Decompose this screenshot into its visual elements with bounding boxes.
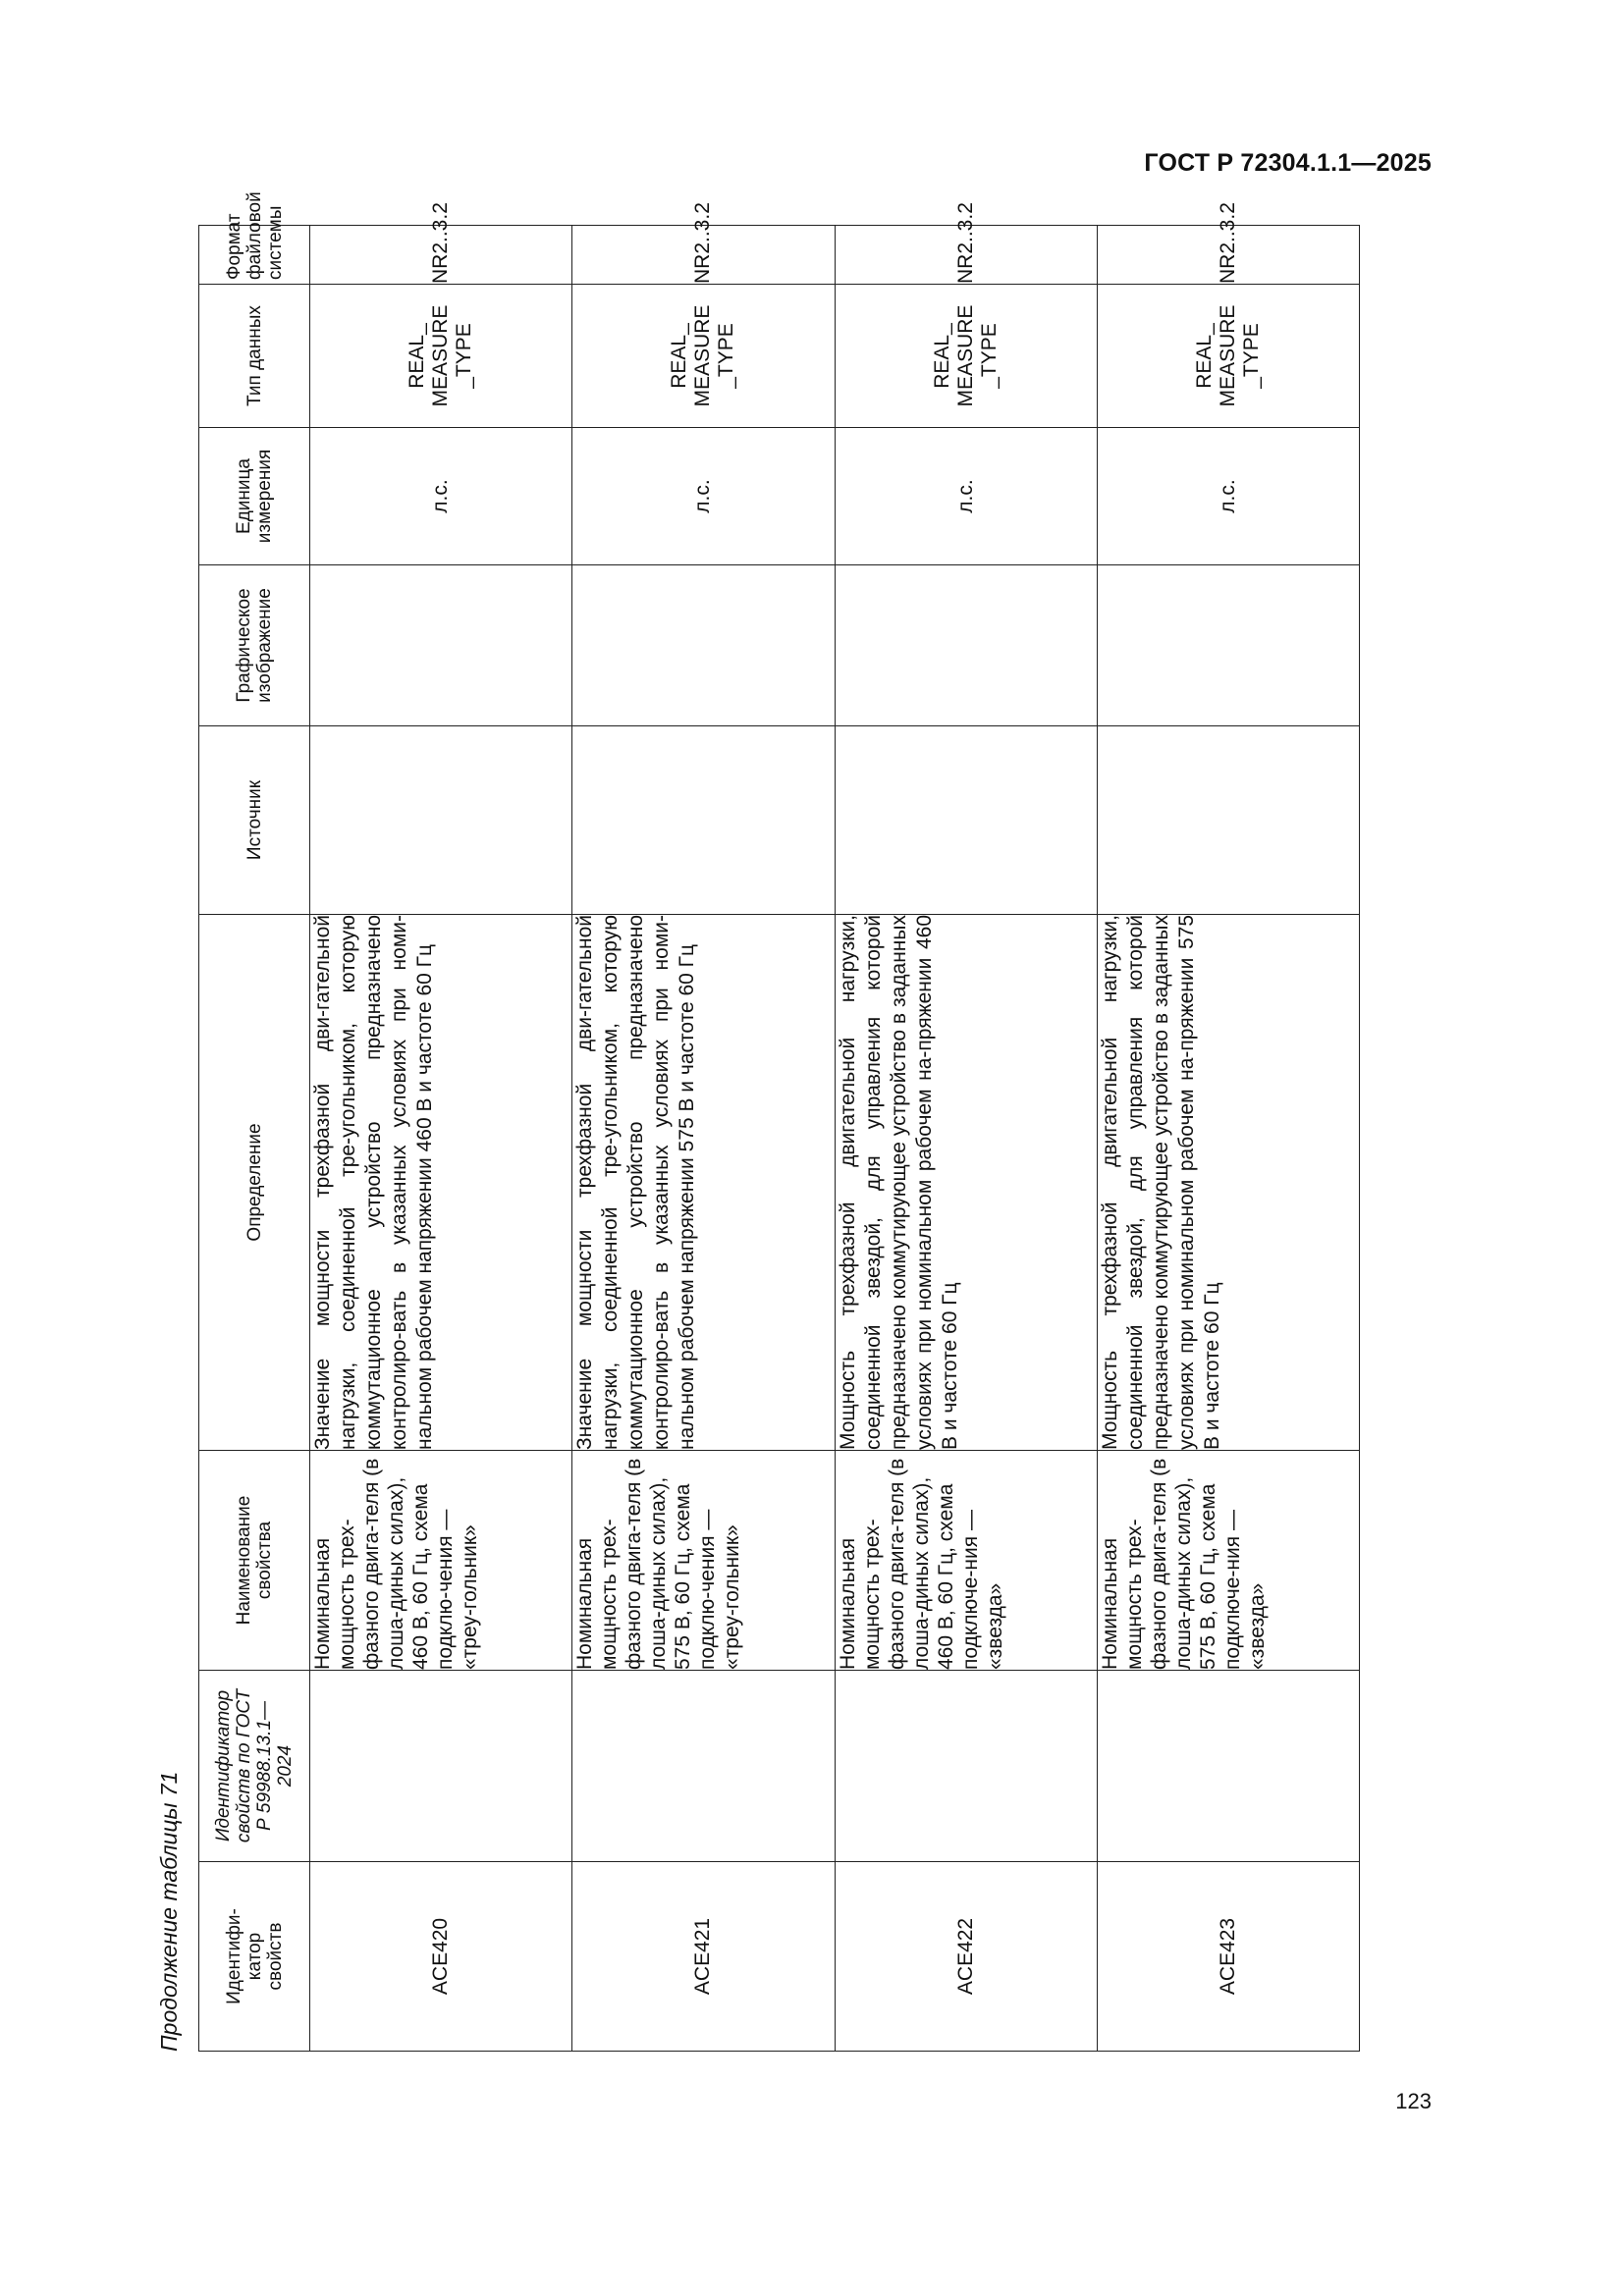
cell-format: NR2..3.2 (835, 226, 1097, 285)
cell-property-id: ACE420 (310, 1862, 572, 2052)
rotated-content (152, 191, 1360, 2052)
header-property-name: Наименование свойства (199, 1451, 310, 1671)
table-row (310, 226, 572, 2052)
cell-data-type: REAL_ MEASURE _TYPE (572, 285, 835, 428)
cell-format: NR2..3.2 (1097, 226, 1359, 285)
cell-unit: л.с. (310, 428, 572, 565)
cell-definition: Мощность трехфазной двигательной нагрузки, соединенной звездой, для управления которой предназначено коммутирующее устройство в заданных условиях при номинальном рабочем на-пряжении 460 В и частоте 60 Гц (835, 915, 1097, 1451)
cell-property-name: Номинальная мощность трех-фазного двига-теля (в лоша-диных силах), 575 В, 60 Гц, схема подклю-чения — «треу-гольник» (572, 1451, 835, 1671)
header-data-type: Тип данных (199, 285, 310, 428)
table-row (835, 226, 1097, 2052)
cell-property-id: ACE423 (1097, 1862, 1359, 2052)
cell-gost-id (572, 1671, 835, 1862)
cell-graphic (835, 565, 1097, 726)
cell-source (572, 726, 835, 915)
header-gost-id: Идентификатор свойств по ГОСТ Р 59988.13.1— 2024 (199, 1671, 310, 1862)
cell-graphic (572, 565, 835, 726)
cell-property-name: Номинальная мощность трех-фазного двига-теля (в лоша-диных силах), 460 В, 60 Гц, схема подключе-ния — «звезда» (835, 1451, 1097, 1671)
cell-property-id: ACE422 (835, 1862, 1097, 2052)
cell-source (1097, 726, 1359, 915)
cell-property-name: Номинальная мощность трех-фазного двига-теля (в лоша-диных силах), 460 В, 60 Гц, схема подклю-чения — «треу-гольник» (310, 1451, 572, 1671)
cell-gost-id (1097, 1671, 1359, 1862)
rotated-table-area (152, 191, 1360, 2052)
table-header-row (199, 226, 310, 2052)
header-definition: Определение (199, 915, 310, 1451)
cell-property-name: Номинальная мощность трех-фазного двига-теля (в лоша-диных силах), 575 В, 60 Гц, схема подключе-ния — «звезда» (1097, 1451, 1359, 1671)
cell-unit: л.с. (572, 428, 835, 565)
header-source: Источник (199, 726, 310, 915)
cell-data-type: REAL_ MEASURE _TYPE (1097, 285, 1359, 428)
properties-table (198, 191, 1360, 2052)
header-unit: Единица измерения (199, 428, 310, 565)
cell-format: NR2..3.2 (310, 226, 572, 285)
page-number: 123 (1395, 2089, 1432, 2113)
cell-format: NR2..3.2 (572, 226, 835, 285)
cell-source (835, 726, 1097, 915)
cell-data-type: REAL_ MEASURE _TYPE (310, 285, 572, 428)
cell-gost-id (835, 1671, 1097, 1862)
cell-gost-id (310, 1671, 572, 1862)
header-graphic: Графическое изображение (199, 565, 310, 726)
cell-unit: л.с. (835, 428, 1097, 565)
cell-definition: Значение мощности трехфазной дви-гательной нагрузки, соединенной тре-угольником, которую коммутационное устройство предназначено контролиро-вать в указанных условиях при номи-нальном рабочем напряжении 460 В и частоте 60 Гц (310, 915, 572, 1451)
table-row (572, 226, 835, 2052)
table-row (1097, 226, 1359, 2052)
cell-property-id: ACE421 (572, 1862, 835, 2052)
header-format: Формат файловой системы (199, 226, 310, 285)
cell-unit: л.с. (1097, 428, 1359, 565)
table-caption: Продолжение таблицы 71 (156, 1771, 182, 2052)
cell-definition: Значение мощности трехфазной дви-гательной нагрузки, соединенной тре-угольником, которую коммутационное устройство предназначено контролиро-вать в указанных условиях при номи-нальном рабочем напряжении 575 В и частоте 60 Гц (572, 915, 835, 1451)
cell-definition: Мощность трехфазной двигательной нагрузки, соединенной звездой, для управления которой предназначено коммутирующее устройство в заданных условиях при номинальном рабочем на-пряжении 575 В и частоте 60 Гц (1097, 915, 1359, 1451)
cell-graphic (310, 565, 572, 726)
document-number: ГОСТ Р 72304.1.1—2025 (1144, 149, 1432, 177)
cell-graphic (1097, 565, 1359, 726)
header-property-id: Идентифи- катор свойств (199, 1862, 310, 2052)
cell-data-type: REAL_ MEASURE _TYPE (835, 285, 1097, 428)
cell-source (310, 726, 572, 915)
